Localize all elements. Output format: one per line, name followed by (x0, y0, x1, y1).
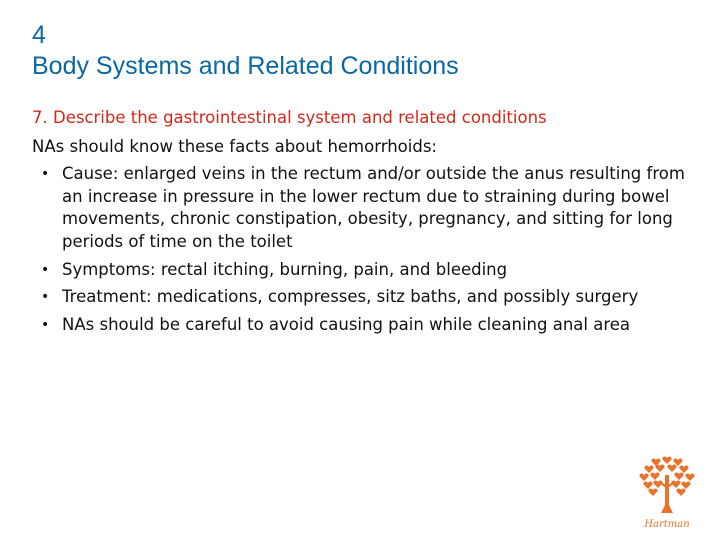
bullet-text: Treatment: medications, compresses, sitz baths, and possibly surgery (62, 287, 639, 307)
list-item (41, 314, 701, 337)
logo-text: Hartman (644, 519, 690, 530)
list-item (41, 163, 701, 254)
chapter-number: 4 (32, 21, 46, 49)
bullet-list (41, 163, 701, 341)
heart-tree-icon (639, 457, 694, 513)
chapter-title: Body Systems and Related Conditions (32, 52, 459, 80)
intro-text: NAs should know these facts about hemorrhoids: (32, 137, 437, 156)
bullet-text: Symptoms: rectal itching, burning, pain, and bleeding (62, 259, 508, 279)
hartman-logo (636, 455, 698, 533)
bullet-text: NAs should be careful to avoid causing pain while cleaning anal area (62, 314, 631, 334)
list-item (41, 259, 701, 282)
bullet-text: Cause: enlarged veins in the rectum and/or outside the anus resulting from an increase in pressure in the lower rectum due to straining during bowel movements, chronic constipation, obesity, pregnancy, and sitting for long periods of time on the toilet (62, 164, 685, 252)
slide-subtitle: 7. Describe the gastrointestinal system and related conditions (32, 108, 547, 127)
bullet-icon: • (41, 316, 50, 333)
chapter-header (32, 20, 459, 82)
bullet-icon: • (41, 166, 50, 182)
list-item (41, 286, 701, 309)
bullet-icon: • (41, 289, 50, 306)
bullet-icon: • (41, 261, 50, 278)
